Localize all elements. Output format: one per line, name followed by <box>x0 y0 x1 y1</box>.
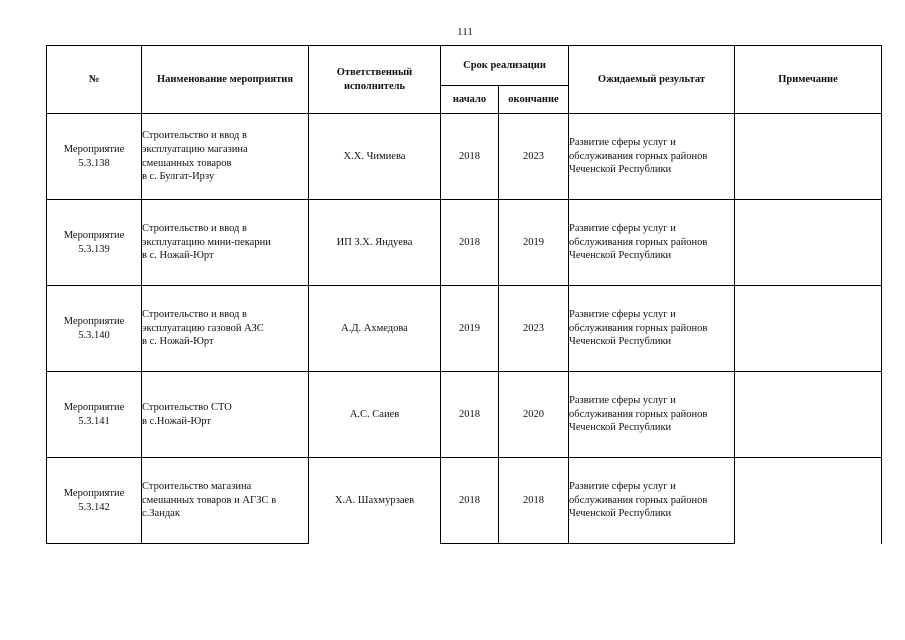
result-cell <box>569 200 735 286</box>
start-year-cell: 2018 <box>441 114 499 200</box>
activity-name-line: смешанных товаров <box>142 157 232 169</box>
executor-cell: ИП З.Х. Яндуева <box>309 200 441 286</box>
result-line: Чеченской Республики <box>569 422 672 434</box>
note-cell <box>735 200 882 286</box>
activity-name-line: в с. Ножай-Юрт <box>142 336 214 348</box>
activity-name-line: смешанных товаров и АГЗС в <box>142 494 277 506</box>
table-row <box>47 286 882 372</box>
start-year-cell: 2018 <box>441 458 499 544</box>
note-cell <box>735 458 882 544</box>
result-line: Развитие сферы услуг и <box>569 309 676 321</box>
result-line: Чеченской Республики <box>569 164 672 176</box>
activities-table <box>46 45 882 544</box>
header-executor-line: исполнитель <box>343 80 406 92</box>
executor-cell: Х.Х. Чимиева <box>309 114 441 200</box>
activity-id-line: Мероприятие <box>63 315 125 327</box>
result-line: Развитие сферы услуг и <box>569 223 676 235</box>
result-line: обслуживания горных районов <box>569 408 708 420</box>
result-line: Развитие сферы услуг и <box>569 481 676 493</box>
activity-name-cell <box>142 372 309 458</box>
header-end: окончание <box>499 86 569 114</box>
header-result: Ожидаемый результат <box>569 46 735 114</box>
table-row <box>47 200 882 286</box>
activity-id-cell <box>47 458 142 544</box>
activity-name-line: с.Зандак <box>142 508 180 520</box>
result-line: обслуживания горных районов <box>569 322 708 334</box>
result-line: обслуживания горных районов <box>569 150 708 162</box>
start-year-cell: 2019 <box>441 286 499 372</box>
header-name: Наименование мероприятия <box>142 46 309 114</box>
activity-name-line: в с. Булгат-Ирзу <box>142 171 215 183</box>
activity-id-line: Мероприятие <box>63 401 125 413</box>
activity-name-cell <box>142 114 309 200</box>
start-year-cell: 2018 <box>441 372 499 458</box>
activity-name-line: эксплуатацию мини-пекарни <box>142 236 271 248</box>
result-line: Чеченской Республики <box>569 336 672 348</box>
note-cell <box>735 372 882 458</box>
activity-name-line: Строительство СТО <box>142 401 232 413</box>
activity-id-line: Мероприятие <box>63 487 125 499</box>
end-year-cell: 2023 <box>499 114 569 200</box>
activity-name-line: Строительство магазина <box>142 481 252 493</box>
activity-name-line: эксплуатацию магазина <box>142 143 248 155</box>
result-line: обслуживания горных районов <box>569 494 708 506</box>
header-start: начало <box>441 86 499 114</box>
page-number: 111 <box>457 26 473 38</box>
activity-name-line: Строительство и ввод в <box>142 223 247 235</box>
end-year-cell: 2019 <box>499 200 569 286</box>
activity-id-cell <box>47 114 142 200</box>
activity-id-line: Мероприятие <box>63 229 125 241</box>
end-year-cell: 2018 <box>499 458 569 544</box>
executor-cell: А.Д. Ахмедова <box>309 286 441 372</box>
activity-name-cell <box>142 458 309 544</box>
activity-id-cell <box>47 372 142 458</box>
note-cell <box>735 114 882 200</box>
activity-id-line: 5.3.138 <box>78 157 110 169</box>
result-cell <box>569 114 735 200</box>
header-note: Примечание <box>735 46 882 114</box>
header-period: Срок реализации <box>441 46 569 86</box>
activity-id-line: 5.3.139 <box>78 243 110 255</box>
activity-name-cell <box>142 286 309 372</box>
activity-id-line: 5.3.142 <box>78 501 110 513</box>
result-line: обслуживания горных районов <box>569 236 708 248</box>
result-cell <box>569 458 735 544</box>
activity-name-line: Строительство и ввод в <box>142 130 247 142</box>
table-row <box>47 114 882 200</box>
activity-name-cell <box>142 200 309 286</box>
header-number: № <box>47 46 142 114</box>
activity-id-line: 5.3.141 <box>78 415 110 427</box>
note-cell <box>735 286 882 372</box>
start-year-cell: 2018 <box>441 200 499 286</box>
activity-name-line: в с. Ножай-Юрт <box>142 250 214 262</box>
result-line: Развитие сферы услуг и <box>569 137 676 149</box>
end-year-cell: 2023 <box>499 286 569 372</box>
result-line: Развитие сферы услуг и <box>569 395 676 407</box>
result-cell <box>569 372 735 458</box>
activity-name-line: эксплуатацию газовой АЗС <box>142 322 264 334</box>
activity-name-line: в с.Ножай-Юрт <box>142 415 211 427</box>
activity-id-cell <box>47 200 142 286</box>
table-row <box>47 372 882 458</box>
header-executor-line: Ответственный <box>336 66 413 78</box>
end-year-cell: 2020 <box>499 372 569 458</box>
executor-cell: А.С. Саиев <box>309 372 441 458</box>
result-cell <box>569 286 735 372</box>
activity-id-cell <box>47 286 142 372</box>
activity-name-line: Строительство и ввод в <box>142 309 247 321</box>
result-line: Чеченской Республики <box>569 508 672 520</box>
activity-id-line: Мероприятие <box>63 143 125 155</box>
executor-cell: Х.А. Шахмурзаев <box>309 458 441 544</box>
table-row <box>47 458 882 544</box>
header-executor <box>309 46 441 114</box>
result-line: Чеченской Республики <box>569 250 672 262</box>
activity-id-line: 5.3.140 <box>78 329 110 341</box>
